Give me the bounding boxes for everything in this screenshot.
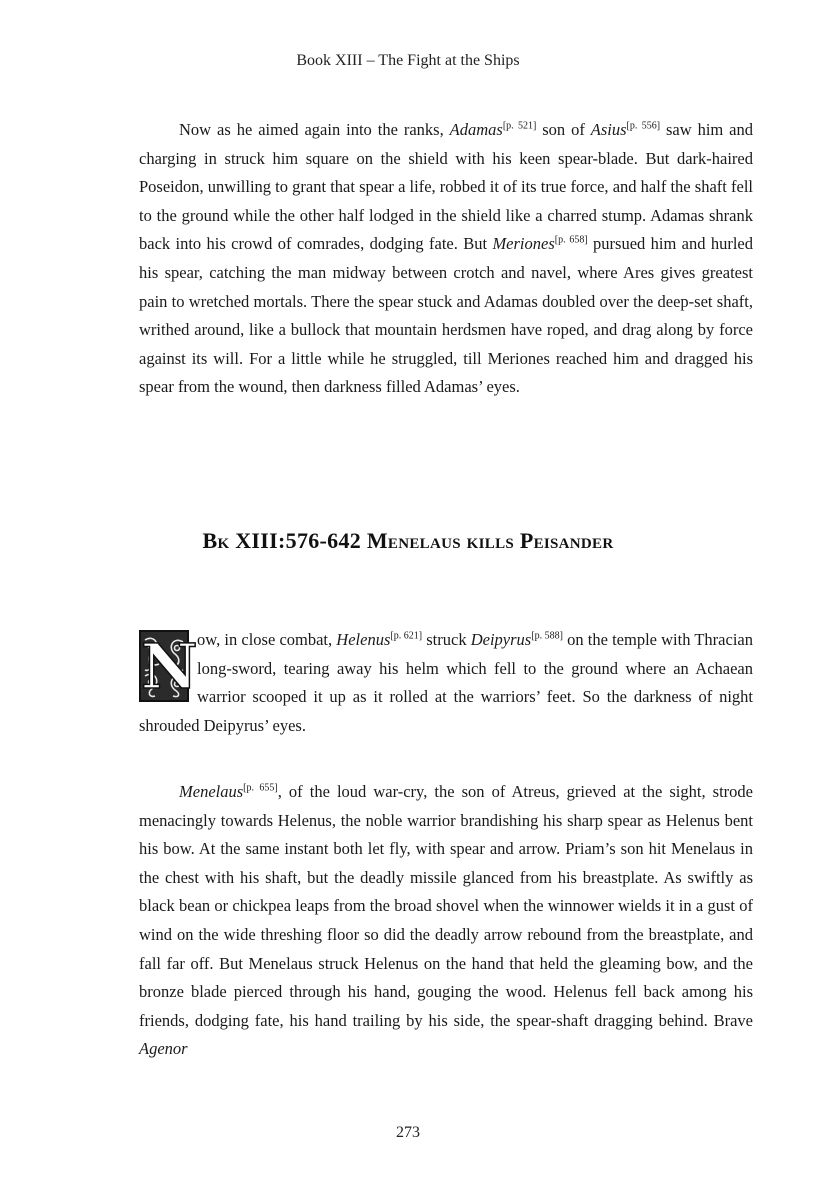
dropcap-letter: N	[141, 630, 198, 703]
character-name[interactable]: Asius	[590, 120, 627, 139]
paragraph-deipyrus	[139, 626, 753, 740]
text-run: on the temple with Thracian long-sword, tearing away his helm which fell to the ground where an Achaean warrior scooped it up as it rolled at the warriors’ feet. So the darkness of night shrouded Deipyrus’ eyes.	[139, 630, 753, 735]
paragraph-menelaus	[139, 778, 753, 1064]
page-number: 273	[396, 1124, 420, 1141]
character-name[interactable]: Agenor	[139, 1039, 188, 1059]
decorative-dropcap	[139, 630, 198, 703]
character-name[interactable]: Meriones	[492, 234, 555, 254]
text-run: saw him and charging in struck him square on the shield with his keen spear-blade. But dark-haired Poseidon, unwilling to grant that spear a life, robbed it of its true force, and half the shaft fell to the ground while the other half lodged in the shield like a charred stump. Adamas shrank back into his crowd of comrades, dodging fate. But	[139, 120, 753, 254]
character-name[interactable]: Adamas	[449, 120, 503, 139]
text-run: ow, in close combat,	[197, 630, 337, 649]
page-reference[interactable]: [p. 521]	[502, 120, 537, 132]
page-reference[interactable]: [p. 556]	[626, 120, 661, 132]
text-run: pursued him and hurled his spear, catching the man midway between crotch and navel, where Ares gives greatest pain to wretched mortals. There the spear stuck and Adamas doubled over the deep-set shaft, writhed around, like a bullock that mountain herdsmen have roped, and drag along by force against its will. For a little while he struggled, till Meriones reached him and dragged his spear from the wound, then darkness filled Adamas’ eyes.	[139, 234, 754, 397]
text-run: son of	[536, 120, 591, 139]
character-name[interactable]: Deipyrus	[470, 630, 532, 649]
text-run: Now as he aimed again into the ranks,	[179, 120, 450, 139]
section-heading: Bk XIII:576-642 Menelaus kills Peisander	[202, 528, 614, 553]
paragraph-adamas	[139, 116, 753, 402]
page-reference[interactable]: [p. 655]	[243, 782, 278, 794]
page-reference[interactable]: [p. 588]	[531, 630, 563, 642]
running-head: Book XIII – The Fight at the Ships	[296, 52, 520, 69]
page-reference[interactable]: [p. 621]	[390, 630, 423, 642]
character-name[interactable]: Helenus	[336, 630, 391, 649]
page-reference[interactable]: [p. 658]	[554, 234, 588, 246]
text-run: , of the loud war-cry, the son of Atreus, grieved at the sight, strode menacingly towards Helenus, the noble warrior brandishing his sharp spear as Helenus bent his bow. At the same instant both let fly, with spear and arrow. Priam’s son hit Menelaus in the chest with his shaft, but the deadly missile glanced from his breastplate. As swiftly as black bean or chickpea leaps from the broad shovel when the winnower wields it in a gust of wind on the wide threshing floor so did the deadly arrow rebound from the breastplate, and fall far off. But Menelaus struck Helenus on the hand that held the gleaming bow, and the bronze blade pierced through his hand, gouging the wood. Helenus fell back among his friends, dodging fate, his hand trailing by his side, the spear-shaft dragging behind. Brave	[139, 782, 753, 1030]
character-name[interactable]: Menelaus	[179, 782, 244, 801]
text-run: struck	[422, 630, 471, 649]
